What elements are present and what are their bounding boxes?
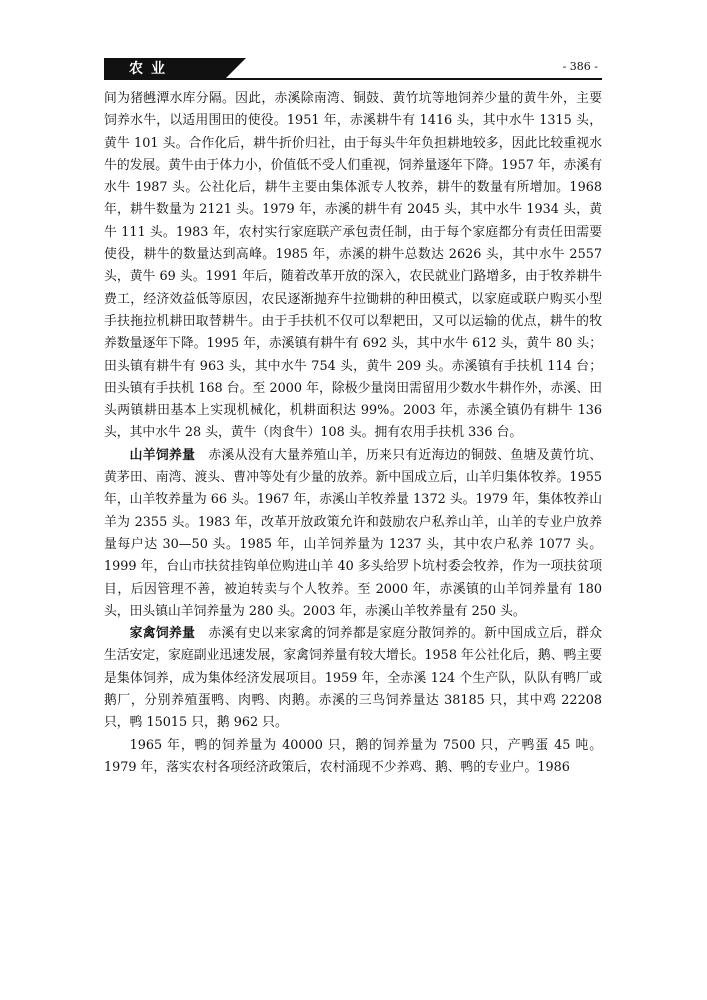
page-header — [104, 58, 602, 80]
paragraph-poultry — [104, 623, 602, 734]
paragraph-goat — [104, 445, 602, 623]
body-text — [104, 88, 602, 779]
paragraph-cattle — [104, 88, 602, 445]
page-number: - 386 - — [562, 60, 598, 73]
paragraph-heading: 山羊饲养量 — [129, 447, 196, 463]
paragraph-heading: 家禽饲养量 — [129, 626, 196, 642]
header-rule — [224, 78, 602, 80]
paragraph-text: 赤溪从没有大量养殖山羊，历来只有近海边的铜鼓、鱼塘及黄竹坑、黄茅田、南湾、渡头、曹冲等处有少量的放养。新中国成立后，山羊归集体牧养。1955 年，山羊牧养量为 66 头。1967 年，赤溪山羊牧养量 1372 头。1979 年，集体牧养山羊为 2355 头。1983 年，改革开放政策允许和鼓励农户私养山羊，山羊的专业户放养量每户达 30—50 头。1985 年，山羊饲养量为 1237 头，其中农户私养 1077 头。1999 年，台山市扶贫挂钩单位购进山羊 40 多头给罗卜坑村委会牧养，作为一项扶贫项目，后因管理不善，被迫转卖与个人牧养。至 2000 年，赤溪镇的山羊饲养量有 180 头，田头镇山羊饲养量为 280 头。2003 年，赤溪山羊牧养量有 250 头。 — [104, 447, 603, 619]
paragraph-text: 赤溪有史以来家禽的饲养都是家庭分散饲养的。新中国成立后，群众生活安定，家庭副业迅速发展，家禽饲养量有较大增长。1958 年公社化后，鹅、鸭主要是集体饲养，成为集体经济发展项目。1959 年，全赤溪 124 个生产队，队队有鸭厂或鹅厂，分别养殖蛋鸭、肉鸭、肉鹅。赤溪的三鸟饲养量达 38185 只，其中鸡 22208 只，鸭 15015 只，鹅 962 只。 — [104, 626, 603, 731]
paragraph-poultry-continued — [104, 735, 602, 780]
header-slant-decoration — [224, 58, 246, 80]
section-title: 农业 — [104, 58, 224, 80]
paragraph-text: 间为猪乸潭水库分隔。因此，赤溪除南湾、铜鼓、黄竹坑等地饲养少量的黄牛外，主要饲养水牛，以适用围田的使役。1951 年，赤溪耕牛有 1416 头，其中水牛 1315 头，黄牛 101 头。合作化后，耕牛折价归社，由于每头牛年负担耕地较多，因此比较重视水牛的发展。黄牛由于体力小，价值低不受人们重视，饲养量逐年下降。1957 年，赤溪有水牛 1987 头。公社化后，耕牛主要由集体派专人牧养，耕牛的数量有所增加。1968 年，耕牛数量为 2121 头。1979 年，赤溪的耕牛有 2045 头，其中水牛 1934 头，黄牛 111 头。1983 年，农村实行家庭联产承包责任制，由于每个家庭都分有责任田需要使役，耕牛的数量达到高峰。1985 年，赤溪的耕牛总数达 2626 头，其中水牛 2557 头，黄牛 69 头。1991 年后，随着改革开放的深入，农民就业门路增多，由于牧养耕牛费工，经济效益低等原因，农民逐渐抛弃牛拉锄耕的种田模式，以家庭或联户购买小型手扶拖拉机耕田取替耕牛。由于手扶机不仅可以犁耙田，又可以运输的优点，耕牛的牧养数量逐年下降。1995 年，赤溪镇有耕牛有 692 头，其中水牛 612 头，黄牛 80 头；田头镇有耕牛有 963 头，其中水牛 754 头，黄牛 209 头。赤溪镇有手扶机 114 台；田头镇有手扶机 168 台。至 2000 年，除极少量岗田需留用少数水牛耕作外，赤溪、田头两镇耕田基本上实现机械化，机耕面积达 99%。2003 年，赤溪全镇仍有耕牛 136 头，其中水牛 28 头，黄牛（肉食牛）108 头。拥有农用手扶机 336 台。 — [104, 91, 602, 441]
paragraph-text: 1965 年，鸭的饲养量为 40000 只，鹅的饲养量为 7500 只，产鸭蛋 45 吨。1979 年，落实农村各项经济政策后，农村涌现不少养鸡、鹅、鸭的专业户。1986 — [104, 737, 602, 775]
